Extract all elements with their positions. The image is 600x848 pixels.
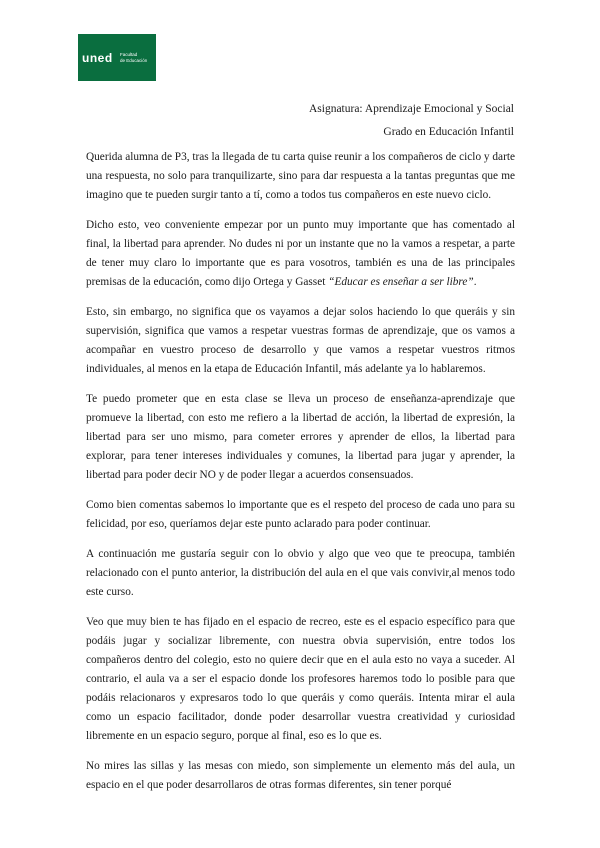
paragraph: Esto, sin embargo, no significa que os vayamos a dejar solos haciendo lo que queráis y sin supervisión, significa que vamos a respetar vuestras formas de aprendizaje, que os vamos a acompañar en vuestro proceso de desarrollo y que vamos a respetar vuestros ritmos individuales, al menos en la etapa de Educación Infantil, más adelante ya lo hablaremos.: [86, 306, 515, 375]
paragraph: No mires las sillas y las mesas con miedo, son simplemente un elemento más del aula, un espacio en el que poder desarrollaros de otras formas diferentes, sin tener porqué: [86, 760, 515, 791]
letter-body: [86, 148, 515, 806]
logo-subtitle-line1: Facultad: [120, 51, 138, 57]
paragraph: Te puedo prometer que en esta clase se lleva un proceso de enseñanza-aprendizaje que promueve la libertad, con esto me refiero a la libertad de acción, la libertad de expresión, la libertad para ser uno mismo, para cometer errores y aprender de ellos, la libertad para explorar, para tener intereses individuales y comunes, la libertad para jugar y aprender, la libertad para poder decir NO y de poder llegar a acuerdos consensuados.: [86, 393, 515, 481]
paragraph-end: .: [473, 276, 477, 288]
degree-heading: Grado en Educación Infantil: [383, 126, 514, 138]
logo-subtitle: [120, 52, 154, 64]
paragraph: Veo que muy bien te has fijado en el espacio de recreo, este es el espacio específico para que podáis jugar y socializar libremente, con nuestra obvia supervisión, entre todos los compañeros dentro del colegio, esto no quiere decir que en el aula esto no vaya a suceder. Al contrario, el aula va a ser el espacio donde los profesores haremos todo lo posible para que podáis relacionaros y expresaros todo lo que queráis y como queráis. Intenta mirar el aula como un espacio facilitador, donde poder desarrollar vuestra creatividad y curiosidad libremente en un espacio seguro, porque al final, eso es lo que es.: [86, 616, 515, 742]
paragraph-text: Dicho esto, veo conveniente empezar por un punto muy importante que has comentado al final, la libertad para aprender. No dudes ni por un instante que no la vamos a respetar, a parte de tener muy claro lo importante que es para vosotros, también es una de las principales premisas de la educación, como dijo Ortega y Gasset: [86, 219, 515, 288]
paragraph: Querida alumna de P3, tras la llegada de tu carta quise reunir a los compañeros de ciclo y darte una respuesta, no solo para tranquilizarte, sino para dar respuesta a la tantas preguntas que me imagino que te pueden surgir tanto a tí, como a todos tus compañeros en este nuevo ciclo.: [86, 151, 515, 201]
logo-subtitle-line2: de Educación: [120, 57, 148, 63]
paragraph-freedom: [86, 216, 515, 292]
ortega-quote: “Educar es enseñar a ser libre”: [328, 276, 474, 288]
paragraph: A continuación me gustaría seguir con lo obvio y algo que veo que te preocupa, también relacionado con el punto anterior, la distribución del aula en el que vais convivir,al menos todo este curso.: [86, 548, 515, 598]
subject-heading: Asignatura: Aprendizaje Emocional y Social: [308, 103, 514, 115]
paragraph: Como bien comentas sabemos lo importante que es el respeto del proceso de cada uno para su felicidad, por eso, queríamos dejar este punto aclarado para poder continuar.: [86, 499, 515, 530]
logo-brand: uned: [82, 50, 113, 65]
uned-logo: [78, 34, 156, 81]
